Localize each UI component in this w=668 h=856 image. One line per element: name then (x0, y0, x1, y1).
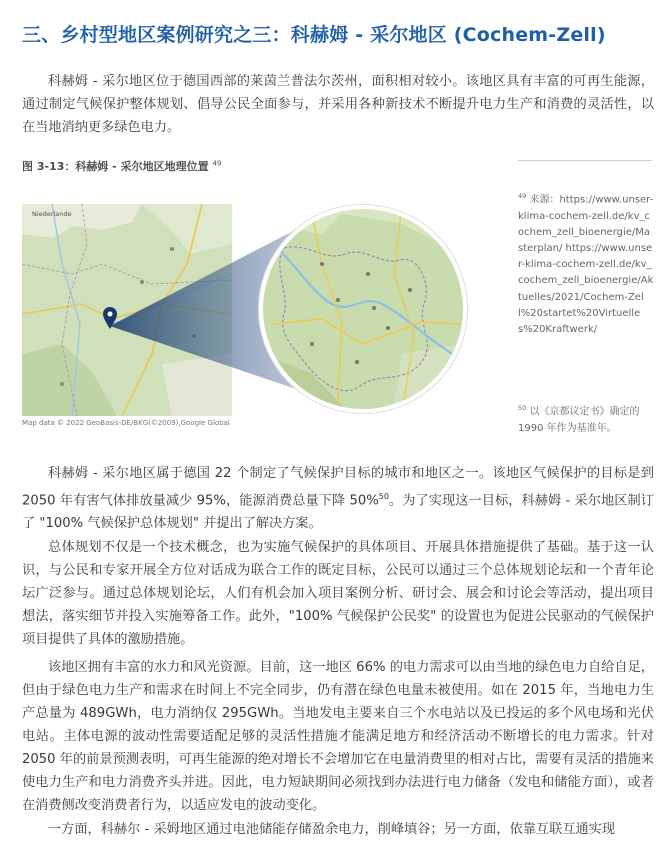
footnote-50: $^{50}$ 以《京都议定书》确定的 1990 年作为基准年。 (518, 404, 640, 434)
body-paragraph-3: 总体规划不仅是一个技术概念，也为实施气候保护的具体项目、开展具体措施提供了基础。基于这一认识，与公民和专家开展全方位对话成为联合工作的既定目标，公民可以通过三个总体规划论坛和一个青年论坛广泛参与。通过总体规划论坛，人们有机会加入项目案例分析、研讨会、展会和讨论会等活动，提出项目想法，落实细节并投入实施筹备工作。此外，"100% 气候保护公民奖" 的设置也为促进公民驱动的气候保护项目提供了具体的激励措施。 (22, 540, 654, 647)
map-credit: Map data © 2022 GeoBasis-DE/BKG(©2009),Google Global (22, 419, 230, 427)
location-map (22, 204, 468, 416)
footnote-49: $^{49}$ 来源：https://www.unser-klima-cochem-zell.de/kv_cochem_zell_bioenergie/Masterplan/ https://www.unser-klima-cochem-zell.de/kv_cochem_zell_bioenergie/Aktuelles/2021/Cochem-Zell%20startet%20Virtuelles%20Kraftwerk/ (518, 192, 654, 335)
sidebar-divider (518, 160, 652, 161)
figure-caption: 图 3-13：科赫姆 - 采尔地区地理位置 $^{49}$ (22, 159, 222, 173)
section-heading: 三、乡村型地区案例研究之三：科赫姆 - 采尔地区 (Cochem-Zell) (22, 24, 606, 46)
intro-paragraph: 科赫姆 - 采尔地区位于德国西部的莱茵兰普法尔茨州，面积相对较小。该地区具有丰富的可再生能源，通过制定气候保护整体规划、倡导公民全面参与，并采用各种新技术不断提升电力生产和消费的灵活性，以在当地消纳更多绿色电力。 (22, 74, 654, 135)
body-paragraph-4: 该地区拥有丰富的水力和风光资源。目前，这一地区 66% 的电力需求可以由当地的绿色电力自给自足，但由于绿色电力生产和需求在时间上不完全同步，仍有潜在绿色电量未被使用。如在 2015 年，当地电力生产总量为 489GWh，电力消纳仅 295GWh。当地发电主要来自三个水电站以及已投运的多个风电场和光伏电站。主体电源的波动性需要适配足够的灵活性措施才能满足地方和经济活动不断增长的电力需求。针对 2050 年的前景预测表明，可再生能源的绝对增长不会增加它在电量消费里的相对占比，需要有灵活的措施来使电力生产和电力消费齐头并进。因此，电力短缺期间必须找到办法进行电力储备（发电和储能方面），或者在消费侧改变消费者行为，以适应发电的波动变化。 (22, 660, 654, 813)
body-paragraph-2: 科赫姆 - 采尔地区属于德国 22 个制定了气候保护目标的城市和地区之一。该地区气候保护的目标是到 2050 年有害气体排放量减少 95%，能源消费总量下降 50%$^{50}$。为了实现这一目标，科赫姆 - 采尔地区制订了 "100% 气候保护总体规划" 并提出了解决方案。 (22, 466, 654, 532)
body-paragraph-5: 一方面，科赫尔 - 采姆地区通过电池储能存储盈余电力，削峰填谷；另一方面，依靠互联互通实现 (48, 822, 616, 837)
map-label-niederlande: Niederlande (32, 210, 72, 218)
location-map-figure (22, 204, 468, 416)
